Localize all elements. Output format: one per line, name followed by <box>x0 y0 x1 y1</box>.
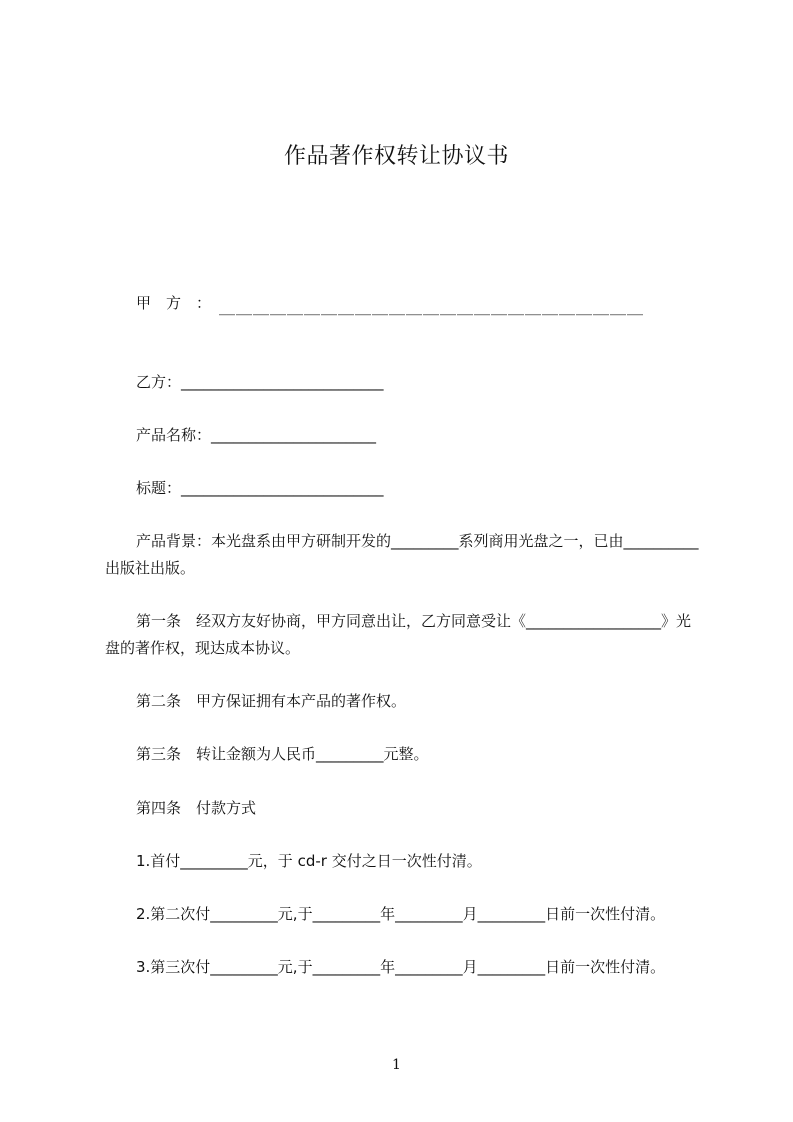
party-b-line: 乙方：___________________________ <box>136 373 384 391</box>
payment-2-line: 2.第二次付_________元,于_________年_________月_________日前一次性付清。 <box>136 905 666 923</box>
heading-line: 标题：___________________________ <box>136 479 384 497</box>
product-background-paragraph: 产品背景：本光盘系由甲方研制开发的_________系列商用光盘之一，已由__________出版社出版。 <box>105 532 699 577</box>
article-1-paragraph: 第一条 经双方友好协商，甲方同意出让，乙方同意受让《__________________》光盘的著作权，现达成本协议。 <box>105 612 692 657</box>
page-number: 1 <box>392 1057 401 1073</box>
article-2-line: 第二条 甲方保证拥有本产品的著作权。 <box>136 692 407 710</box>
product-name-line: 产品名称：______________________ <box>136 426 377 444</box>
document-title: 作品著作权转让协议书 <box>283 144 509 169</box>
article-3-line: 第三条 转让金额为人民币_________元整。 <box>136 745 429 763</box>
article-4-line: 第四条 付款方式 <box>136 799 257 817</box>
party-a-label: 甲 方 ： <box>136 294 212 312</box>
payment-3-line: 3.第三次付_________元,于_________年_________月_________日前一次性付清。 <box>136 958 666 976</box>
party-a-blank-line: ＿＿＿＿＿＿＿＿＿＿＿＿＿＿＿＿＿＿＿＿＿＿＿＿＿ <box>219 298 645 317</box>
payment-1-line: 1.首付_________元，于 cd-r 交付之日一次性付清。 <box>136 852 482 870</box>
